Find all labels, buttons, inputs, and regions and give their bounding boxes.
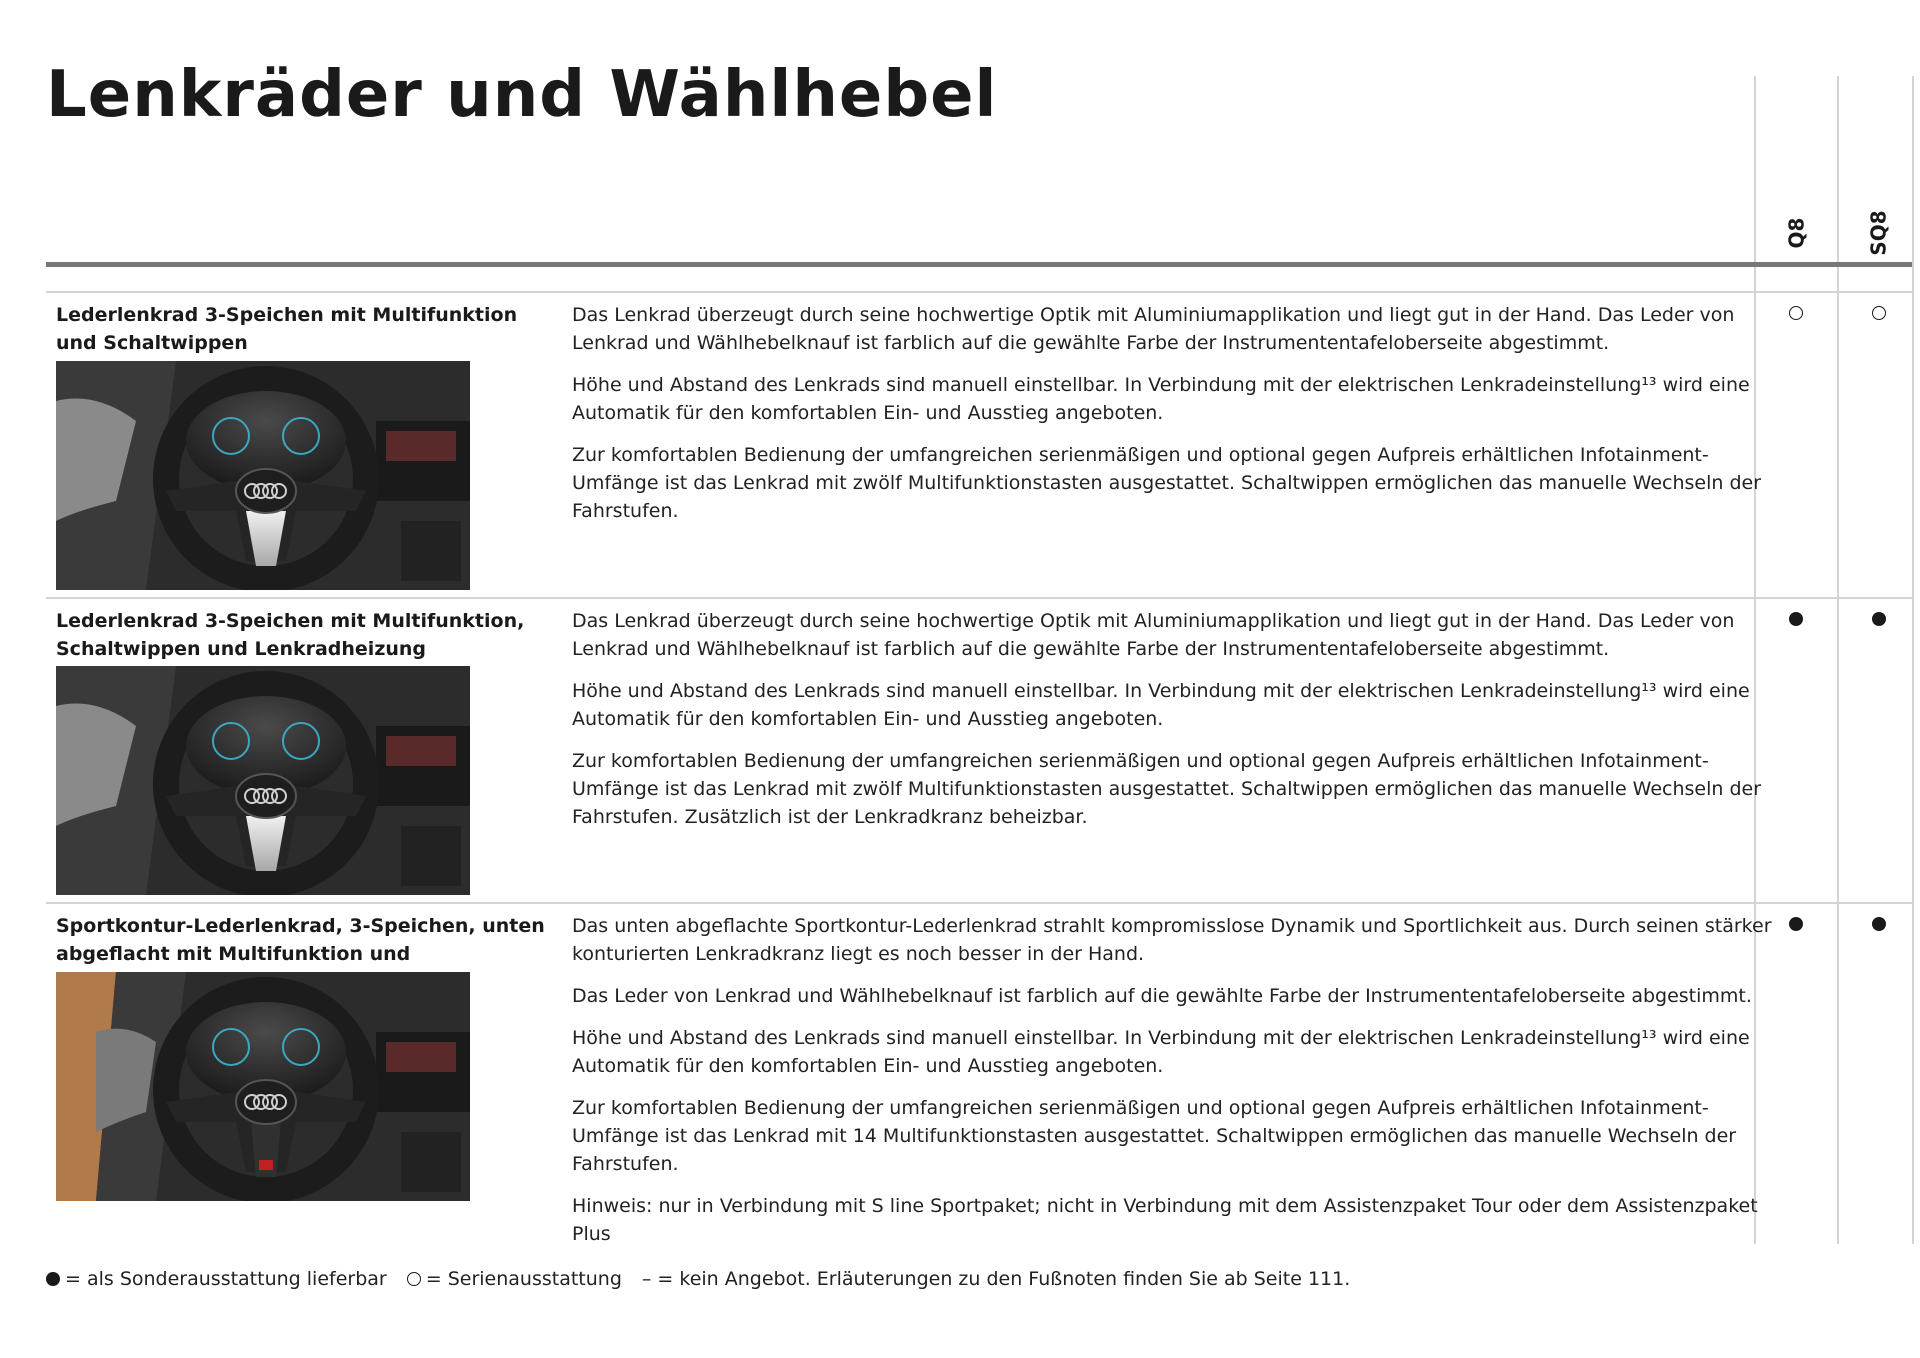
steering-wheel-image	[56, 972, 470, 1201]
row-title: Lederlenkrad 3-Speichen mit Multifunktion, Schaltwippen und Lenkradheizung	[56, 610, 525, 660]
description-paragraph: Das Leder von Lenkrad und Wählhebelknauf ist farblich auf die gewählte Farbe der Instrumententafeloberseite abgestimmt.	[572, 985, 1752, 1007]
description-paragraph: Hinweis: nur in Verbindung mit S line Sportpaket; nicht in Verbindung mit dem Assistenzpaket Tour oder dem Assistenzpaket Plus	[572, 1195, 1758, 1245]
availability-standard-icon	[1789, 306, 1803, 320]
row-description	[572, 607, 1782, 845]
steering-wheel-illustration	[56, 361, 470, 590]
table-row	[46, 295, 1912, 595]
steering-wheel-image	[56, 361, 470, 590]
row-title: Sportkontur-Lederlenkrad, 3-Speichen, unten abgeflacht mit Multifunktion und	[56, 915, 545, 965]
steering-wheel-image	[56, 666, 470, 895]
column-header-sq8	[1839, 205, 1919, 261]
header-rule	[46, 262, 1912, 267]
row-title: Lederlenkrad 3-Speichen mit Multifunktion und Schaltwippen	[56, 304, 518, 354]
column-label: SQ8	[1866, 210, 1891, 256]
legend-standard: = Serienausstattung	[425, 1268, 622, 1290]
description-paragraph: Das unten abgeflachte Sportkontur-Lederlenkrad strahlt kompromisslose Dynamik und Sportlichkeit aus. Durch seinen stärker konturierten Lenkradkranz liegt es noch besser in der Hand.	[572, 915, 1772, 965]
column-header-q8	[1756, 205, 1836, 261]
steering-wheel-illustration	[56, 666, 470, 895]
steering-wheel-illustration	[56, 972, 470, 1201]
description-paragraph: Zur komfortablen Bedienung der umfangreichen serienmäßigen und optional gegen Aufpreis erhältlichen Infotainment-Umfänge ist das Lenkrad mit 14 Multifunktionstasten ausgestattet. Schaltwippen ermöglichen das manuelle Wechseln der Fahrstufen.	[572, 1097, 1737, 1175]
table-row	[46, 601, 1912, 901]
availability-standard-icon	[1872, 306, 1886, 320]
description-paragraph: Zur komfortablen Bedienung der umfangreichen serienmäßigen und optional gegen Aufpreis erhältlichen Infotainment-Umfänge ist das Lenkrad mit zwölf Multifunktionstasten ausgestattet. Schaltwippen ermöglichen das manuelle Wechseln der Fahrstufen.	[572, 444, 1762, 522]
row-separator	[46, 597, 1912, 599]
description-paragraph: Höhe und Abstand des Lenkrads sind manuell einstellbar. In Verbindung mit der elektrischen Lenkradeinstellung¹³ wird eine Automatik für den komfortablen Ein- und Ausstieg angeboten.	[572, 680, 1750, 730]
description-paragraph: Das Lenkrad überzeugt durch seine hochwertige Optik mit Aluminiumapplikation und liegt gut in der Hand. Das Leder von Lenkrad und Wählhebelknauf ist farblich auf die gewählte Farbe der Instrumententafeloberseite abgestimmt.	[572, 304, 1735, 354]
description-paragraph: Das Lenkrad überzeugt durch seine hochwertige Optik mit Aluminiumapplikation und liegt gut in der Hand. Das Leder von Lenkrad und Wählhebelknauf ist farblich auf die gewählte Farbe der Instrumententafeloberseite abgestimmt.	[572, 610, 1735, 660]
table-row	[46, 906, 1912, 1246]
description-paragraph: Zur komfortablen Bedienung der umfangreichen serienmäßigen und optional gegen Aufpreis erhältlichen Infotainment-Umfänge ist das Lenkrad mit zwölf Multifunktionstasten ausgestattet. Schaltwippen ermöglichen das manuelle Wechseln der Fahrstufen. Zusätzlich ist der Lenkradkranz beheizbar.	[572, 750, 1762, 828]
availability-optional-icon	[1872, 917, 1886, 931]
description-paragraph: Höhe und Abstand des Lenkrads sind manuell einstellbar. In Verbindung mit der elektrischen Lenkradeinstellung¹³ wird eine Automatik für den komfortablen Ein- und Ausstieg angeboten.	[572, 374, 1750, 424]
availability-optional-icon	[1789, 612, 1803, 626]
legend	[46, 1268, 1350, 1290]
row-separator	[46, 291, 1912, 293]
legend-optional: = als Sonderausstattung lieferbar	[65, 1268, 387, 1290]
row-description	[572, 301, 1782, 539]
filled-dot-icon	[46, 1272, 60, 1286]
legend-none-footnote: – = kein Angebot. Erläuterungen zu den Fußnoten finden Sie ab Seite 111.	[641, 1268, 1351, 1290]
description-paragraph: Höhe und Abstand des Lenkrads sind manuell einstellbar. In Verbindung mit der elektrischen Lenkradeinstellung¹³ wird eine Automatik für den komfortablen Ein- und Ausstieg angeboten.	[572, 1027, 1750, 1077]
open-circle-icon	[407, 1272, 421, 1286]
availability-optional-icon	[1789, 917, 1803, 931]
availability-optional-icon	[1872, 612, 1886, 626]
row-description	[572, 912, 1782, 1262]
page-title: Lenkräder und Wählhebel	[46, 58, 998, 132]
row-separator	[46, 902, 1912, 904]
column-label: Q8	[1783, 217, 1808, 249]
